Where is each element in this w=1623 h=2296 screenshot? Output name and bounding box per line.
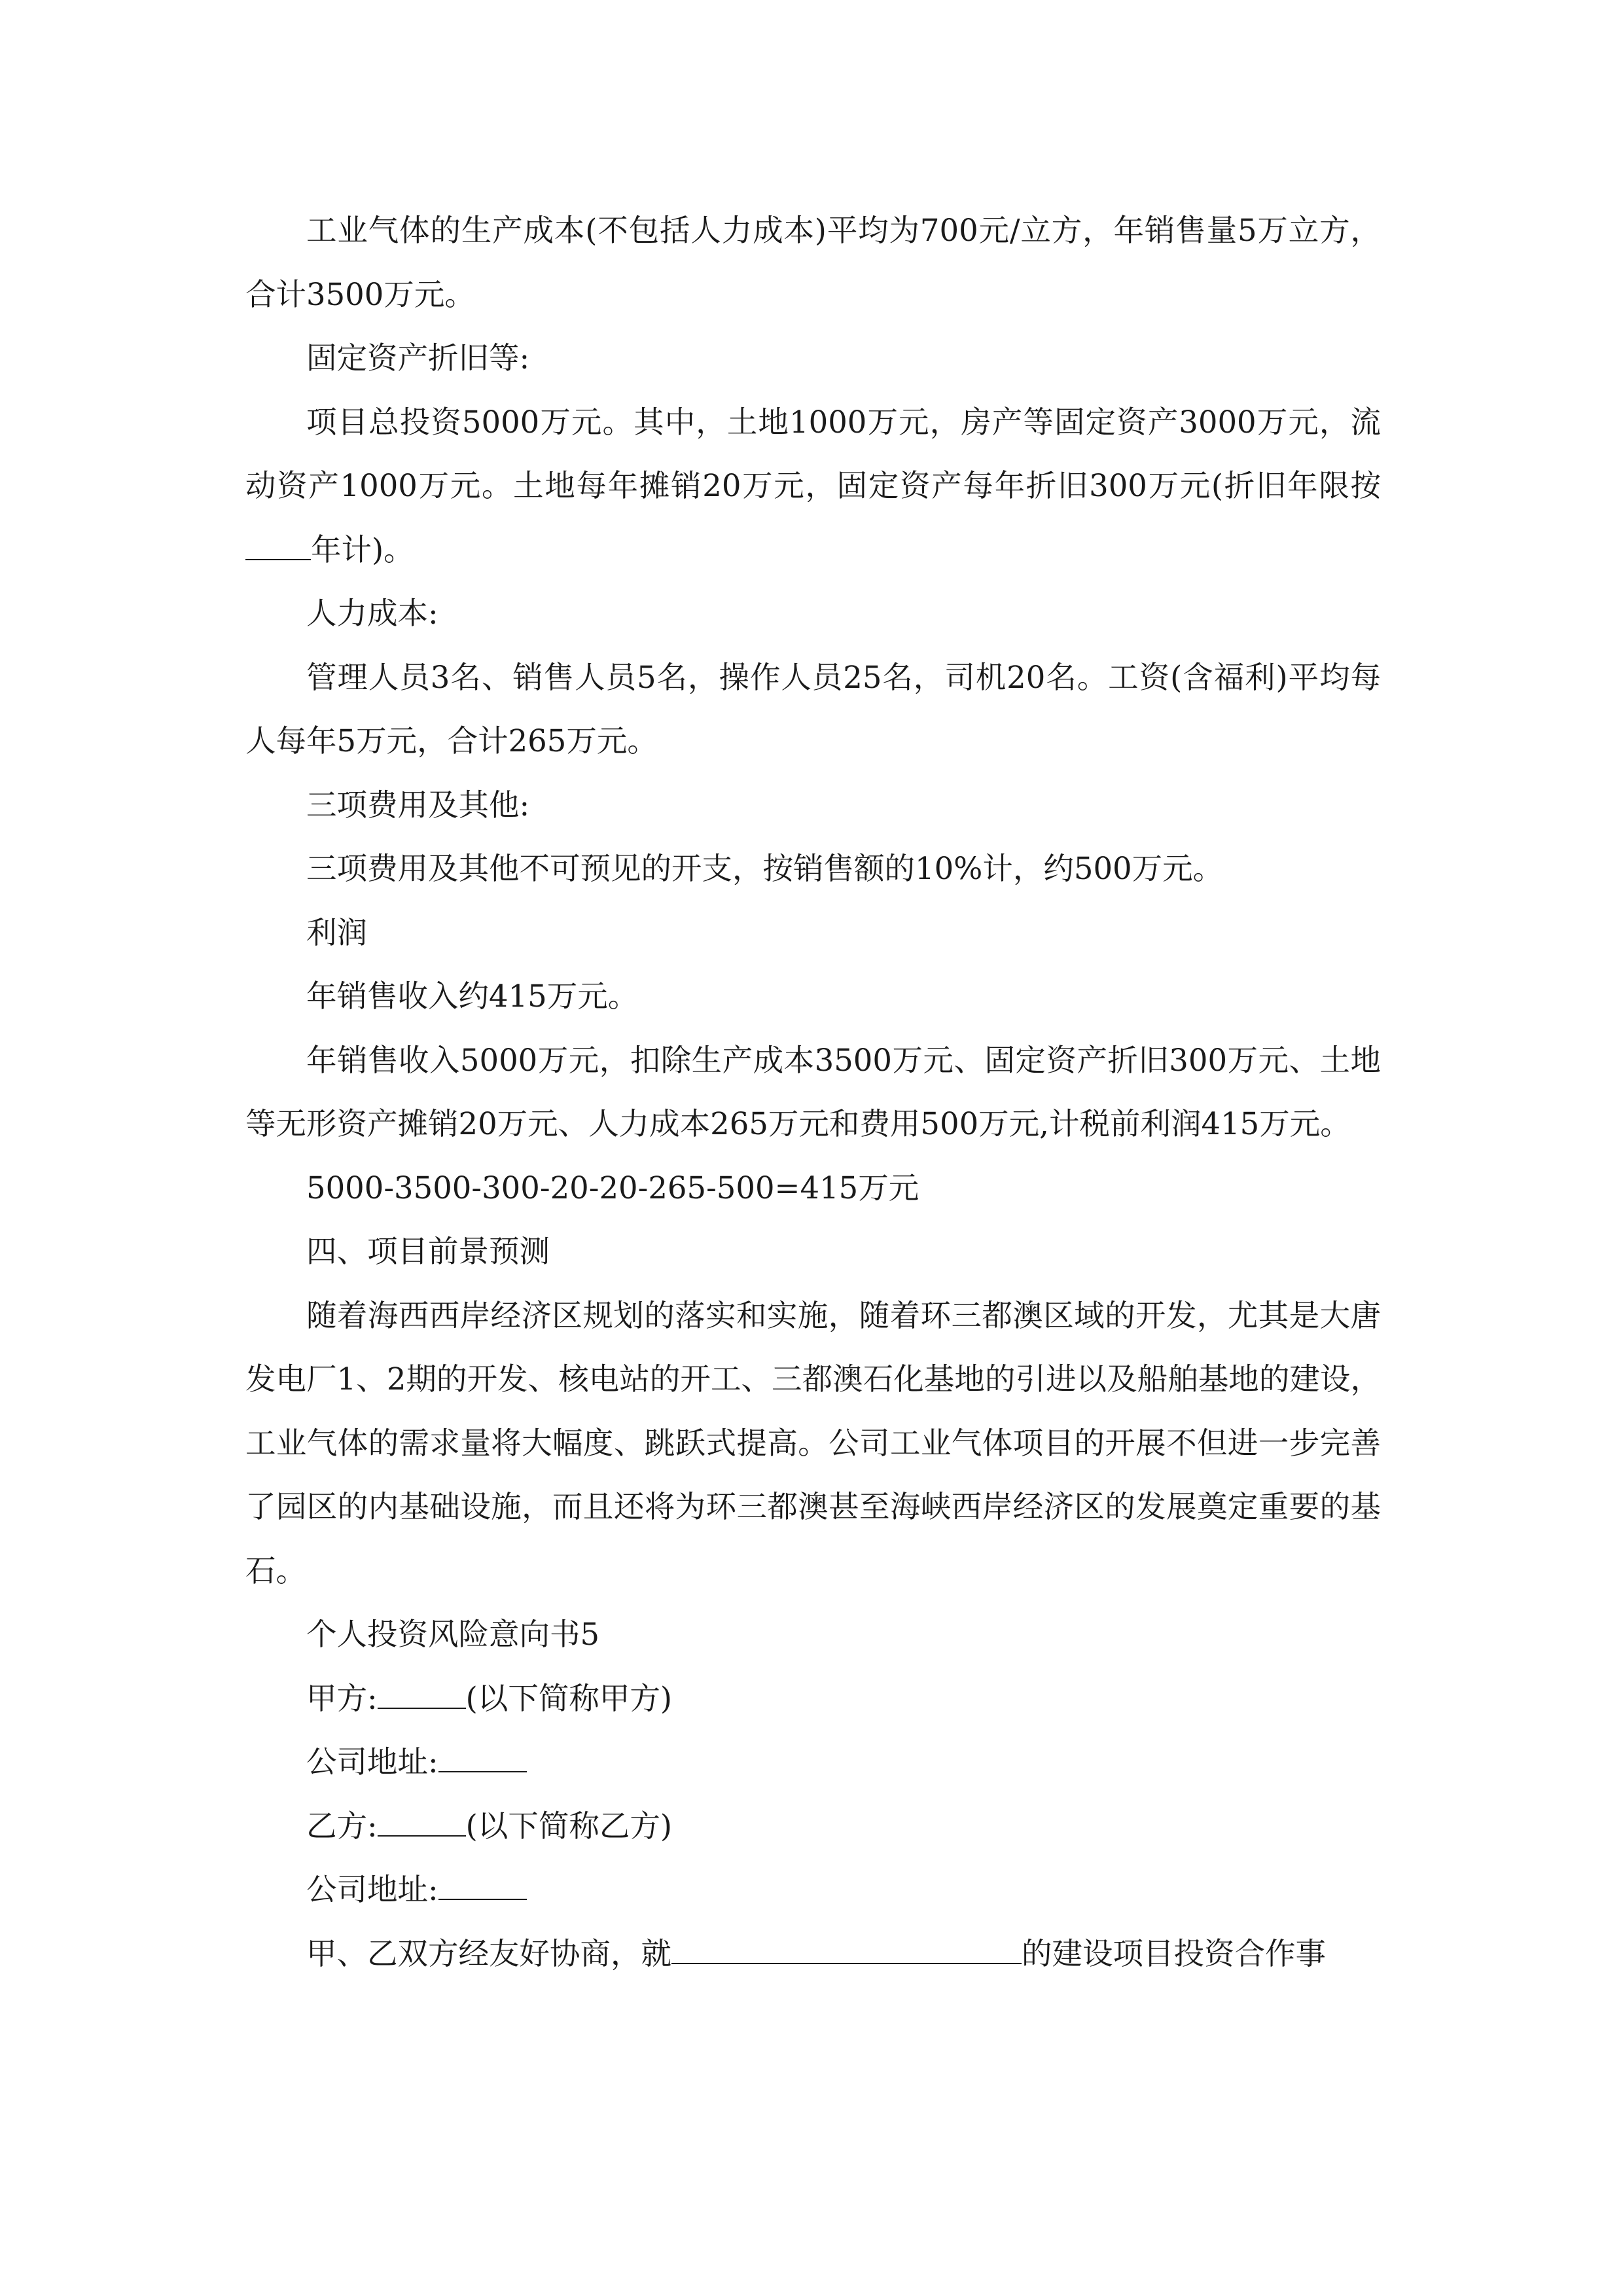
paragraph-project-outlook: 随着海西西岸经济区规划的落实和实施，随着环三都澳区域的开发，尤其是大唐发电厂1、2期的开发、核电站的开工、三都澳石化基地的引进以及船舶基地的建设，工业气体的需求量将大幅度、跳跃式提高。公司工业气体项目的开展不但进一步完善了园区的内基础设施，而且还将为环三都澳甚至海峡西岸经济区的发展奠定重要的基石。 <box>245 1297 1381 1588</box>
document-body <box>245 199 1381 1986</box>
paragraph-total-investment <box>245 391 1381 583</box>
heading-fixed-asset-depreciation: 固定资产折旧等: <box>306 340 530 376</box>
party-a-address-line <box>245 1731 1381 1795</box>
paragraph-staffing: 管理人员3名、销售人员5名，操作人员25名，司机20名。工资(含福利)平均每人每年5万元，合计265万元。 <box>245 659 1381 759</box>
paragraph-profit-calculation: 年销售收入5000万元，扣除生产成本3500万元、固定资产折旧300万元、土地等无形资产摊销20万元、人力成本265万元和费用500万元,计税前利润415万元。 <box>245 1042 1381 1141</box>
paragraph-total-investment-text: 项目总投资5000万元。其中，土地1000万元，房产等固定资产3000万元，流动资产1000万元。土地每年摊销20万元，固定资产每年折旧300万元(折旧年限按 <box>245 404 1381 503</box>
party-b-blank <box>378 1808 466 1837</box>
party-b-address-line <box>245 1858 1381 1922</box>
paragraph-production-cost: 工业气体的生产成本(不包括人力成本)平均为700元/立方，年销售量5万立方，合计3500万元。 <box>245 213 1381 312</box>
party-a-line <box>245 1667 1381 1731</box>
party-a-label: 甲方: <box>306 1680 378 1716</box>
paragraph-annual-income: 年销售收入约415万元。 <box>306 978 639 1014</box>
agreement-head: 甲、乙双方经友好协商，就 <box>306 1935 671 1971</box>
party-b-address-label: 公司地址: <box>306 1872 438 1907</box>
agreement-tail: 的建设项目投资合作事 <box>1022 1935 1326 1971</box>
party-b-label: 乙方: <box>306 1808 378 1844</box>
paragraph-total-investment-tail: 年计)。 <box>311 531 414 567</box>
project-name-blank <box>671 1935 1022 1964</box>
party-a-address-label: 公司地址: <box>306 1744 438 1780</box>
party-a-blank <box>378 1680 466 1709</box>
heading-project-outlook: 四、项目前景预测 <box>306 1234 550 1269</box>
heading-three-expenses: 三项费用及其他: <box>306 787 530 823</box>
heading-labor-cost: 人力成本: <box>306 596 438 631</box>
party-b-line <box>245 1795 1381 1859</box>
heading-letter-of-intent: 个人投资风险意向书5 <box>306 1617 600 1652</box>
paragraph-agreement <box>245 1922 1381 1986</box>
party-b-tail: (以下简称乙方) <box>465 1808 672 1844</box>
party-b-address-blank <box>438 1871 527 1900</box>
party-a-address-blank <box>438 1744 527 1772</box>
heading-profit: 利润 <box>306 914 367 950</box>
paragraph-profit-formula: 5000-3500-300-20-20-265-500=415万元 <box>306 1170 919 1206</box>
paragraph-three-expenses: 三项费用及其他不可预见的开支，按销售额的10%计，约500万元。 <box>306 851 1224 886</box>
party-a-tail: (以下简称甲方) <box>465 1680 672 1716</box>
depreciation-years-blank <box>245 531 311 560</box>
